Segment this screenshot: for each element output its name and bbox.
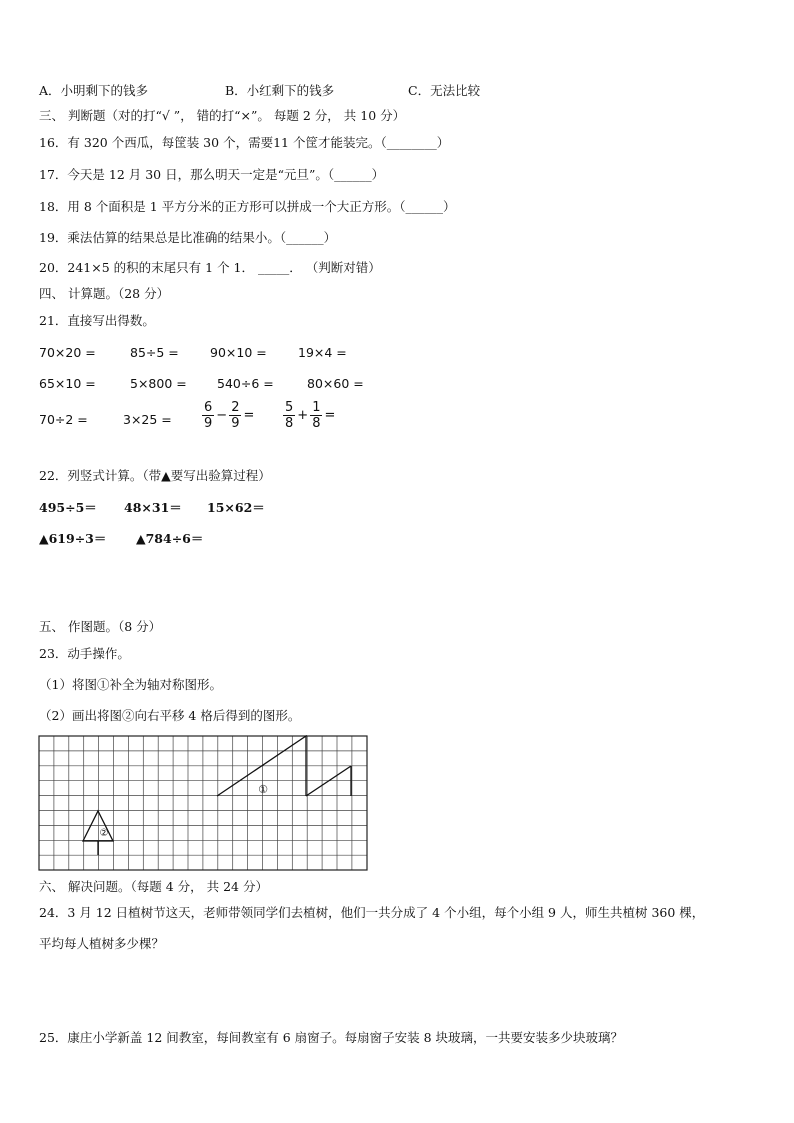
question-24-line-2: 平均每人植树多少棵？ [39, 936, 165, 951]
calc-item: 70÷2 = [39, 412, 88, 427]
question-22-title: 22．列竖式计算。（带▲要写出验算过程） [39, 468, 271, 483]
question-17: 17．今天是 12 月 30 日，那么明天一定是“元旦”。（______） [39, 167, 385, 182]
grid-lines [39, 736, 367, 870]
calc-item: 540÷6 = [217, 376, 274, 391]
numerator: 6 [204, 400, 213, 415]
question-16: 16．有 320 个西瓜，每筐装 30 个，需要11 个筐才能装完。（________） [39, 135, 450, 150]
question-24-line-1: 24．3 月 12 日植树节这天，老师带领同学们去植树，他们一共分成了 4 个小组，每个小组 9 人，师生共植树 360 棵， [39, 905, 705, 920]
denominator: 8 [285, 416, 294, 431]
fraction-expression [283, 400, 337, 431]
equals: = [243, 408, 255, 423]
operator: − [216, 408, 228, 423]
figure-2-label: ② [99, 828, 109, 839]
section-4-title: 四、 计算题。（28 分） [39, 286, 170, 301]
question-21-title: 21．直接写出得数。 [39, 313, 155, 328]
vertical-calc-item: ▲619÷3＝ [39, 531, 107, 546]
section-6-title: 六、 解决问题。（每题 4 分， 共 24 分） [39, 879, 268, 894]
calc-item: 85÷5 = [130, 345, 179, 360]
question-23-part-1: （1）将图①补全为轴对称图形。 [39, 677, 222, 692]
figure-1-label: ① [258, 783, 268, 796]
question-25: 25．康庄小学新盖 12 间教室，每间教室有 6 扇窗子。每扇窗子安装 8 块玻璃，一共要安装多少块玻璃？ [39, 1030, 624, 1045]
calc-item: 19×4 = [298, 345, 347, 360]
drawing-grid [38, 735, 369, 872]
denominator: 9 [204, 416, 213, 431]
equals: = [324, 408, 336, 423]
choice-options [39, 83, 480, 99]
question-23-part-2: （2）画出将图②向右平移 4 格后得到的图形。 [39, 708, 301, 723]
calc-item: 80×60 = [307, 376, 364, 391]
vertical-calc-item: 495÷5＝ [39, 500, 97, 515]
option-c: C．无法比较 [408, 83, 481, 98]
question-23-title: 23．动手操作。 [39, 646, 130, 661]
denominator: 8 [312, 416, 321, 431]
fraction-expression [202, 400, 256, 431]
numerator: 1 [312, 400, 321, 415]
section-3-title: 三、 判断题（对的打“√ ”， 错的打“×”。 每题 2 分， 共 10 分） [39, 108, 406, 123]
calc-item: 3×25 = [123, 412, 172, 427]
option-a: A．小明剩下的钱多 [39, 83, 149, 98]
numerator: 2 [231, 400, 240, 415]
calc-item: 5×800 = [130, 376, 187, 391]
numerator: 5 [285, 400, 294, 415]
operator: + [297, 408, 309, 423]
vertical-calc-item: 48×31＝ [124, 500, 182, 515]
calc-item: 90×10 = [210, 345, 267, 360]
denominator: 9 [231, 416, 240, 431]
option-b: B．小红剩下的钱多 [225, 83, 335, 98]
calc-item: 65×10 = [39, 376, 96, 391]
calc-item: 70×20 = [39, 345, 96, 360]
section-5-title: 五、 作图题。（8 分） [39, 619, 162, 634]
vertical-calc-item: 15×62＝ [207, 500, 265, 515]
figure-2-triangle [83, 811, 113, 841]
vertical-calc-item: ▲784÷6＝ [136, 531, 204, 546]
question-19: 19．乘法估算的结果总是比准确的结果小。（______） [39, 230, 337, 245]
question-18: 18．用 8 个面积是 1 平方分米的正方形可以拼成一个大正方形。（______） [39, 199, 456, 214]
question-20: 20．241×5 的积的末尾只有 1 个 1． _____． （判断对错） [39, 260, 381, 275]
